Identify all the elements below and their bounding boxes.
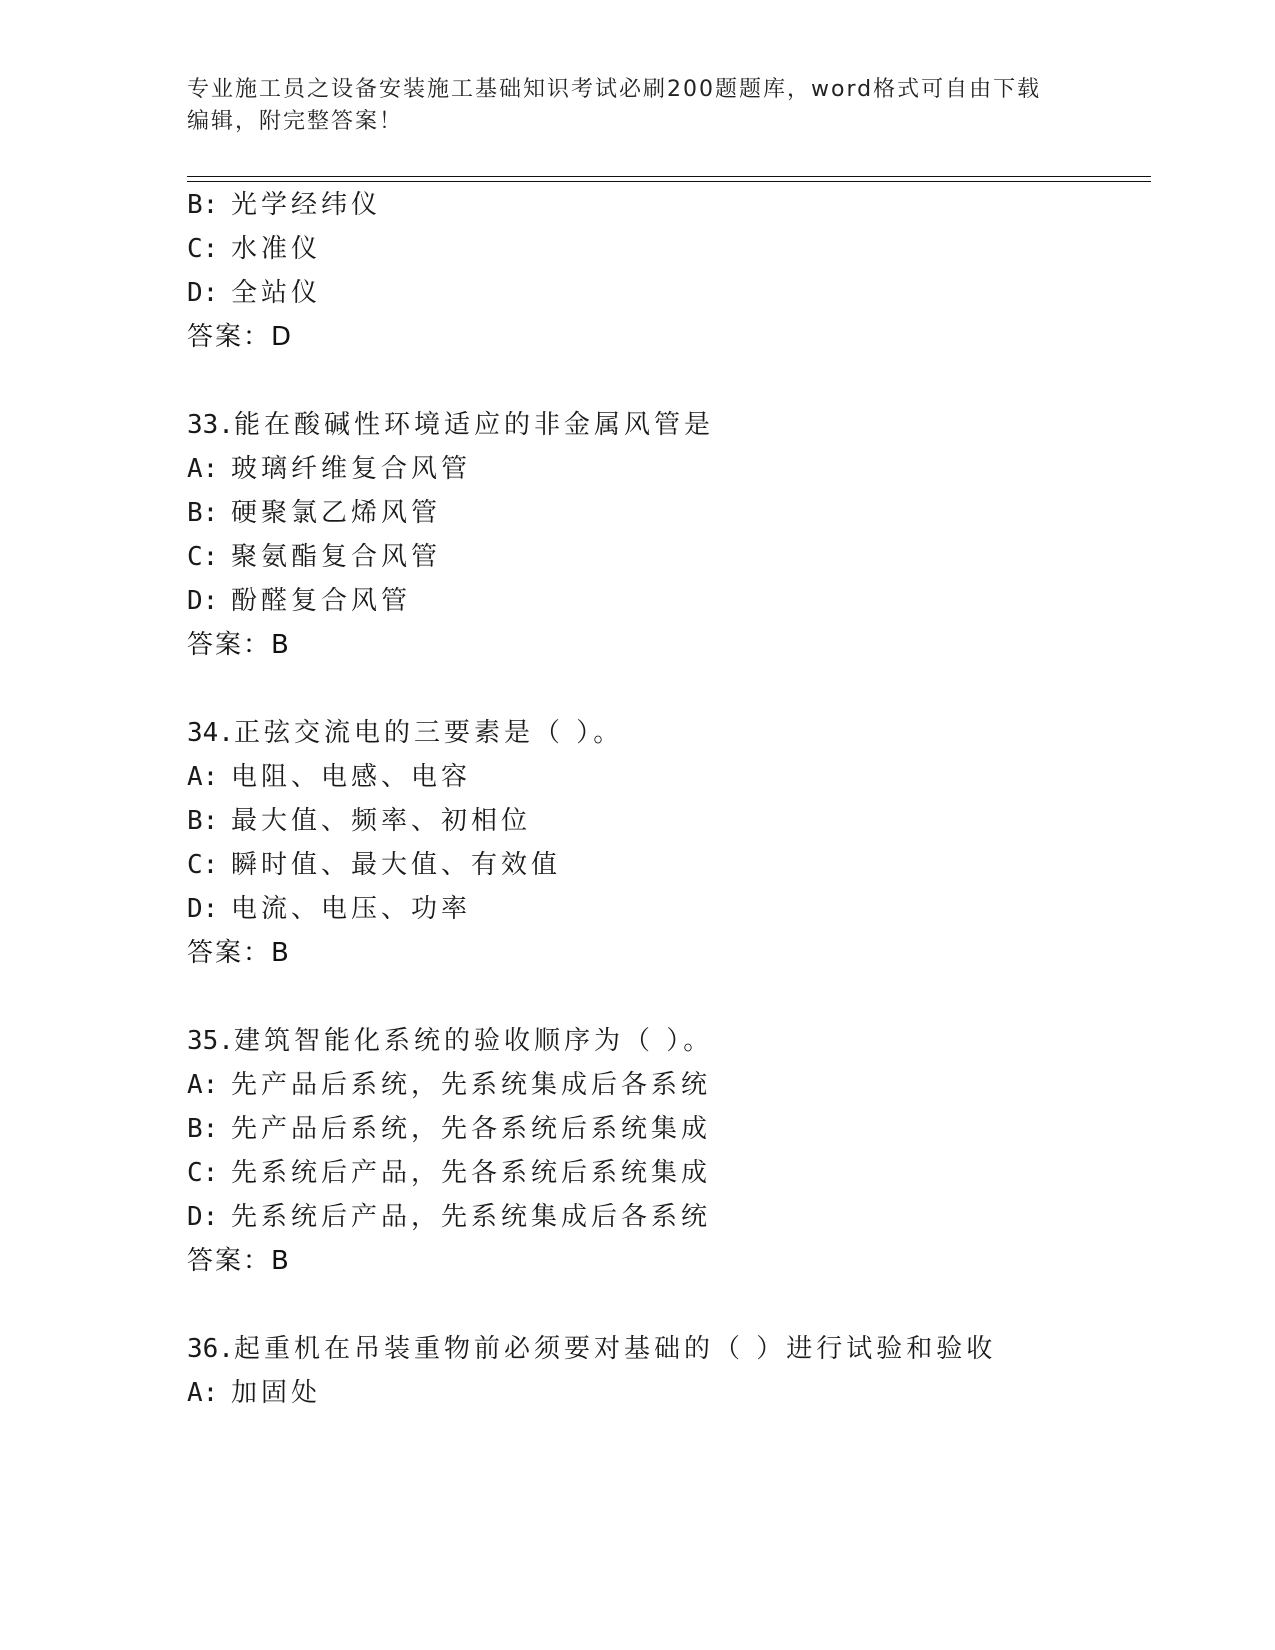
question-number: 36.	[187, 1334, 234, 1364]
option-label: A:	[187, 1378, 219, 1408]
q34-answer: 答案：B	[187, 938, 291, 968]
option-label: C:	[187, 542, 219, 572]
option-label: C:	[187, 1158, 219, 1188]
option-label: A:	[187, 454, 219, 484]
q34-option-c	[187, 848, 561, 882]
question-number: 34.	[187, 718, 234, 748]
option-text: 全站仪	[231, 278, 322, 308]
question-text: 建筑智能化系统的验收顺序为（ ）。	[233, 1026, 714, 1056]
q33-option-c	[187, 540, 441, 574]
option-text: 最大值、频率、初相位	[231, 806, 532, 836]
option-text: 先产品后系统，先系统集成后各系统	[231, 1070, 712, 1100]
question-text: 正弦交流电的三要素是（ ）。	[233, 718, 624, 748]
header-title-line-1: 专业施工员之设备安装施工基础知识考试必刷200题题库，word格式可自由下载	[187, 77, 1042, 102]
option-text: 先系统后产品，先各系统后系统集成	[231, 1158, 712, 1188]
q33-answer: 答案：B	[187, 630, 291, 660]
option-text: 酚醛复合风管	[231, 586, 412, 616]
header-title-line-2: 编辑，附完整答案！	[187, 109, 404, 134]
option-label: A:	[187, 762, 219, 792]
q32-option-c	[187, 232, 321, 266]
q32-option-b	[187, 188, 381, 222]
option-text: 先产品后系统，先各系统后系统集成	[231, 1114, 712, 1144]
q33-stem	[187, 408, 714, 442]
q35-option-a	[187, 1068, 711, 1102]
q32-option-d	[187, 276, 321, 310]
option-text: 瞬时值、最大值、有效值	[231, 850, 562, 880]
q36-stem	[187, 1332, 996, 1366]
option-text: 水准仪	[231, 234, 322, 264]
option-text: 电流、电压、功率	[231, 894, 472, 924]
option-text: 硬聚氯乙烯风管	[231, 498, 442, 528]
option-label: B:	[187, 498, 219, 528]
q34-option-d	[187, 892, 471, 926]
q34-stem	[187, 716, 623, 750]
question-number: 33.	[187, 410, 234, 440]
q33-option-b	[187, 496, 441, 530]
q34-option-b	[187, 804, 531, 838]
option-label: B:	[187, 1114, 219, 1144]
option-text: 光学经纬仪	[231, 190, 382, 220]
option-label: A:	[187, 1070, 219, 1100]
option-label: D:	[187, 586, 219, 616]
q33-option-a	[187, 452, 471, 486]
q35-option-b	[187, 1112, 711, 1146]
option-text: 加固处	[231, 1378, 322, 1408]
option-label: D:	[187, 1202, 219, 1232]
option-label: D:	[187, 278, 219, 308]
q36-option-a	[187, 1376, 321, 1410]
question-text: 起重机在吊装重物前必须要对基础的（ ）进行试验和验收	[233, 1334, 997, 1364]
option-label: D:	[187, 894, 219, 924]
option-label: C:	[187, 850, 219, 880]
option-label: B:	[187, 190, 219, 220]
q34-option-a	[187, 760, 471, 794]
q35-option-c	[187, 1156, 711, 1190]
option-label: B:	[187, 806, 219, 836]
option-text: 电阻、电感、电容	[231, 762, 472, 792]
q35-stem	[187, 1024, 713, 1058]
option-text: 聚氨酯复合风管	[231, 542, 442, 572]
header-divider	[187, 176, 1151, 182]
q32-answer: 答案：D	[187, 322, 294, 352]
q35-option-d	[187, 1200, 711, 1234]
question-number: 35.	[187, 1026, 234, 1056]
option-text: 先系统后产品，先系统集成后各系统	[231, 1202, 712, 1232]
q33-option-d	[187, 584, 411, 618]
option-text: 玻璃纤维复合风管	[231, 454, 472, 484]
document-header	[187, 74, 1067, 138]
question-text: 能在酸碱性环境适应的非金属风管是	[233, 410, 714, 440]
q35-answer: 答案：B	[187, 1246, 291, 1276]
option-label: C:	[187, 234, 219, 264]
